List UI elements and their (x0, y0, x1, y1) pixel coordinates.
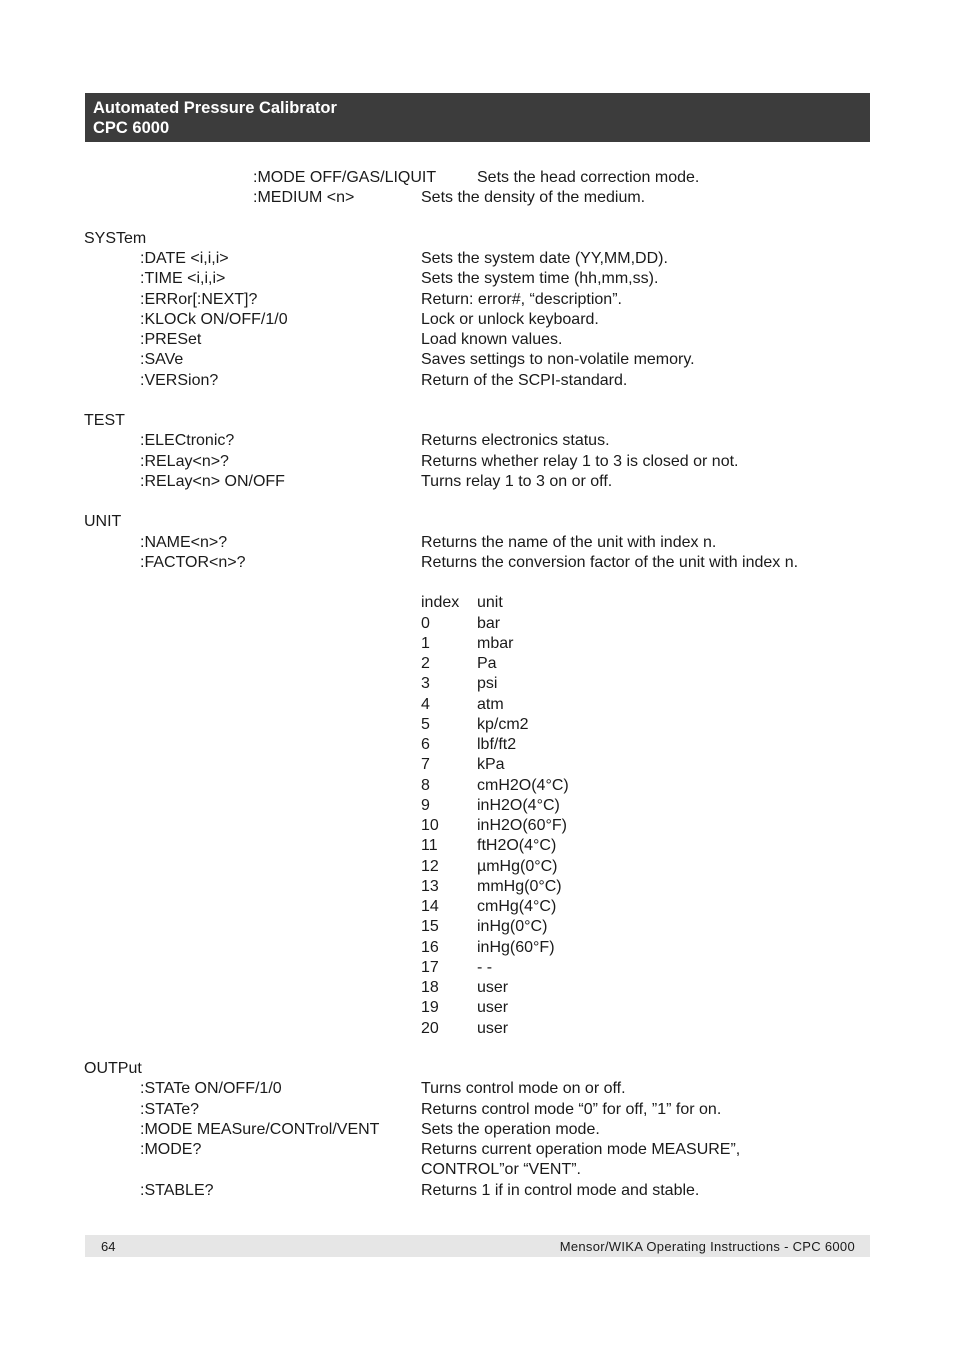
command-description: Sets the operation mode. (421, 1121, 600, 1138)
unit-name: user (477, 999, 509, 1016)
unit-name: mmHg(0°C) (477, 878, 562, 895)
command-description: Turns relay 1 to 3 on or off. (421, 473, 613, 490)
command-description: Sets the system date (YY,MM,DD). (421, 250, 668, 267)
unit-name: inH2O(60°F) (477, 817, 567, 834)
unit-index: 10 (421, 817, 439, 834)
section-heading-test: TEST (84, 412, 125, 429)
command-name: :STATe? (140, 1101, 199, 1118)
command-name: :DATE <i,i,i> (140, 250, 229, 267)
command-name: :FACTOR<n>? (140, 554, 246, 571)
section-heading-unit: UNIT (84, 513, 122, 530)
command-description: Return: error#, “description”. (421, 291, 622, 308)
command-description: Returns the name of the unit with index n. (421, 534, 717, 551)
unit-index: 20 (421, 1020, 439, 1037)
command-name: :RELay<n> ON/OFF (140, 473, 285, 490)
command-description: Return of the SCPI-standard. (421, 372, 628, 389)
unit-name: cmHg(4°C) (477, 898, 557, 915)
section-heading-system: SYSTem (84, 230, 147, 247)
command-description: Returns the conversion factor of the unit with index n. (421, 554, 799, 571)
unit-index: 9 (421, 797, 430, 814)
section-heading-output: OUTPut (84, 1060, 142, 1077)
unit-name: user (477, 1020, 509, 1037)
unit-name: bar (477, 615, 501, 632)
command-name: :ELECtronic? (140, 432, 235, 449)
unit-name: kPa (477, 756, 505, 773)
unit-name: Pa (477, 655, 497, 672)
unit-name: inHg(0°C) (477, 918, 548, 935)
unit-name: psi (477, 675, 498, 692)
command-name: :RELay<n>? (140, 453, 229, 470)
command-description: Saves settings to non-volatile memory. (421, 351, 695, 368)
page-header-bar (85, 93, 870, 142)
unit-index: 12 (421, 858, 439, 875)
unit-index: 17 (421, 959, 439, 976)
unit-name: atm (477, 696, 504, 713)
unit-index: 8 (421, 777, 430, 794)
command-description-continued: CONTROL”or “VENT”. (421, 1161, 581, 1178)
unit-index: 11 (421, 837, 438, 854)
unit-index: 15 (421, 918, 439, 935)
unit-index: 2 (421, 655, 430, 672)
command-name: :ERRor[:NEXT]? (140, 291, 258, 308)
command-name: :STABLE? (140, 1182, 214, 1199)
command-description: Returns current operation mode MEASURE”, (421, 1141, 741, 1158)
unit-name: kp/cm2 (477, 716, 529, 733)
unit-name: cmH2O(4°C) (477, 777, 569, 794)
command-description: Returns 1 if in control mode and stable. (421, 1182, 700, 1199)
command-name: :MEDIUM <n> (253, 189, 355, 206)
unit-index: 18 (421, 979, 439, 996)
unit-name: inHg(60°F) (477, 939, 555, 956)
command-description: Load known values. (421, 331, 563, 348)
unit-index: 16 (421, 939, 439, 956)
header-title: Automated Pressure Calibrator (93, 99, 337, 117)
command-description: Returns whether relay 1 to 3 is closed or not. (421, 453, 739, 470)
unit-name: mbar (477, 635, 514, 652)
command-name: :MODE OFF/GAS/LIQUIT (253, 169, 437, 186)
unit-name: ftH2O(4°C) (477, 837, 557, 854)
command-description: Sets the head correction mode. (477, 169, 700, 186)
command-description: Sets the system time (hh,mm,ss). (421, 270, 659, 287)
unit-name: - - (477, 959, 493, 976)
unit-index: 1 (421, 635, 430, 652)
command-description: Returns control mode “0” for off, ”1” for on. (421, 1101, 722, 1118)
command-description: Turns control mode on or off. (421, 1080, 626, 1097)
command-name: :PRESet (140, 331, 202, 348)
command-name: :SAVe (140, 351, 184, 368)
command-name: :MODE MEASure/CONTrol/VENT (140, 1121, 380, 1138)
unit-index: 19 (421, 999, 439, 1016)
unit-name: user (477, 979, 509, 996)
unit-index: 0 (421, 615, 430, 632)
header-subtitle: CPC 6000 (93, 119, 170, 137)
unit-index: 14 (421, 898, 439, 915)
command-name: :TIME <i,i,i> (140, 270, 226, 287)
unit-index: 5 (421, 716, 430, 733)
command-description: Lock or unlock keyboard. (421, 311, 599, 328)
command-name: :STATe ON/OFF/1/0 (140, 1080, 282, 1097)
unit-index: 13 (421, 878, 439, 895)
page-footer-bar (85, 1235, 870, 1257)
command-name: :VERSion? (140, 372, 219, 389)
footer-document-title: Mensor/WIKA Operating Instructions - CPC 6000 (559, 1239, 855, 1254)
unit-index: 4 (421, 696, 430, 713)
unit-name: inH2O(4°C) (477, 797, 560, 814)
page-number: 64 (101, 1239, 116, 1254)
command-name: :NAME<n>? (140, 534, 228, 551)
unit-name: lbf/ft2 (477, 736, 517, 753)
command-name: :KLOCk ON/OFF/1/0 (140, 311, 288, 328)
command-name: :MODE? (140, 1141, 202, 1158)
unit-index: 7 (421, 756, 430, 773)
table-header-index: index (421, 594, 460, 611)
unit-index: 6 (421, 736, 430, 753)
unit-name: µmHg(0°C) (477, 858, 558, 875)
table-header-unit: unit (477, 594, 503, 611)
command-description: Returns electronics status. (421, 432, 610, 449)
unit-index: 3 (421, 675, 430, 692)
command-description: Sets the density of the medium. (421, 189, 646, 206)
